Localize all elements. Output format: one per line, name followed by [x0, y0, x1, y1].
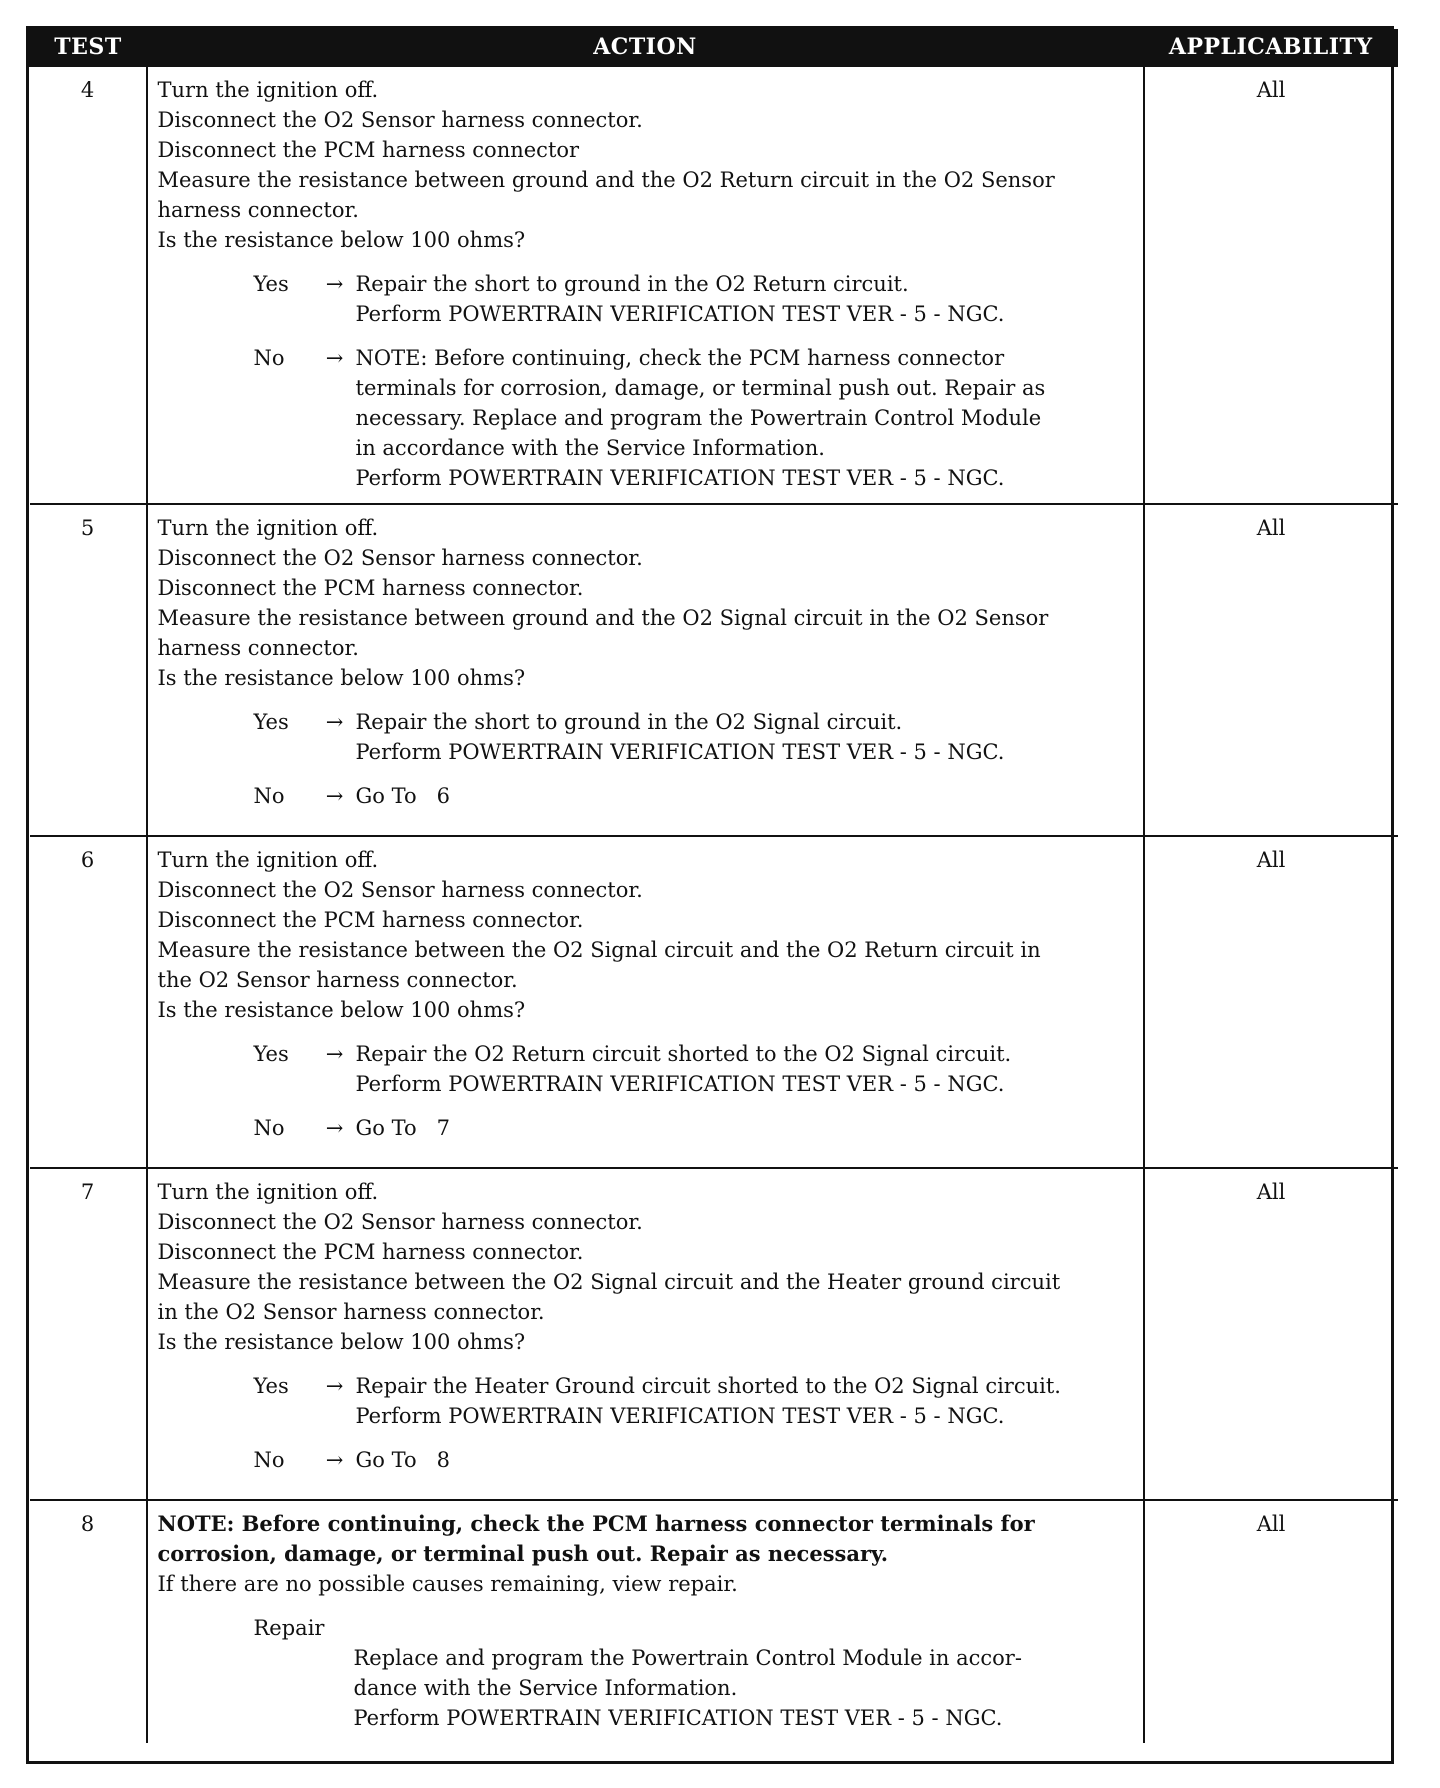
yes-result: Repair the short to ground in the O2 Return circuit.	[355, 272, 909, 296]
applicability-cell: All	[1144, 836, 1398, 1168]
action-cell	[147, 1500, 1144, 1743]
table-row	[30, 836, 1398, 1168]
step: Is the resistance below 100 ohms?	[157, 998, 526, 1022]
yes-label: Yes	[253, 1042, 289, 1066]
test-number: 8	[30, 1500, 147, 1743]
yes-branch	[254, 707, 1133, 767]
arrow-icon: →	[325, 346, 344, 370]
step: Turn the ignition off.	[157, 78, 379, 102]
applicability-cell: All	[1144, 1168, 1398, 1500]
no-branch	[254, 1445, 1133, 1475]
repair-line: Replace and program the Powertrain Control Module in accor-	[353, 1646, 1022, 1670]
step: Disconnect the PCM harness connector.	[157, 908, 584, 932]
no-result: necessary. Replace and program the Powertrain Control Module	[355, 406, 1042, 430]
test-number: 4	[30, 66, 147, 504]
note: corrosion, damage, or terminal push out. Repair as necessary.	[157, 1541, 889, 1566]
no-label: No	[253, 1116, 285, 1140]
yes-result: Perform POWERTRAIN VERIFICATION TEST VER - 5 - NGC.	[355, 740, 1005, 764]
repair-line: dance with the Service Information.	[353, 1676, 738, 1700]
repair-label[interactable]: Repair	[253, 1616, 325, 1640]
header-test: TEST	[30, 29, 147, 66]
step: Measure the resistance between ground and the O2 Signal circuit in the O2 Sensor	[157, 606, 1049, 630]
step: Turn the ignition off.	[157, 848, 379, 872]
yes-result: Perform POWERTRAIN VERIFICATION TEST VER - 5 - NGC.	[355, 1404, 1005, 1428]
step: Disconnect the PCM harness connector.	[157, 576, 584, 600]
repair-line: Perform POWERTRAIN VERIFICATION TEST VER - 5 - NGC.	[353, 1706, 1003, 1730]
no-result: terminals for corrosion, damage, or terminal push out. Repair as	[355, 376, 1046, 400]
step: Disconnect the PCM harness connector.	[157, 1240, 584, 1264]
table-body	[30, 66, 1398, 1743]
arrow-icon: →	[325, 272, 344, 296]
yes-result: Perform POWERTRAIN VERIFICATION TEST VER - 5 - NGC.	[355, 1072, 1005, 1096]
no-label: No	[253, 1448, 285, 1472]
step: If there are no possible causes remaining, view repair.	[157, 1572, 738, 1596]
yes-result: Perform POWERTRAIN VERIFICATION TEST VER - 5 - NGC.	[355, 302, 1005, 326]
yes-branch	[254, 1039, 1133, 1099]
step: in the O2 Sensor harness connector.	[157, 1300, 545, 1324]
yes-result: Repair the O2 Return circuit shorted to the O2 Signal circuit.	[355, 1042, 1012, 1066]
no-label: No	[253, 346, 285, 370]
yes-result: Repair the Heater Ground circuit shorted to the O2 Signal circuit.	[355, 1374, 1061, 1398]
yes-result: Repair the short to ground in the O2 Signal circuit.	[355, 710, 903, 734]
no-result: in accordance with the Service Information.	[355, 436, 825, 460]
arrow-icon: →	[325, 1116, 344, 1140]
step: Disconnect the O2 Sensor harness connector.	[157, 878, 643, 902]
test-number: 5	[30, 504, 147, 836]
step: Measure the resistance between the O2 Signal circuit and the O2 Return circuit in	[157, 938, 1041, 962]
step: the O2 Sensor harness connector.	[157, 968, 518, 992]
action-cell	[147, 1168, 1144, 1500]
step: Is the resistance below 100 ohms?	[157, 228, 526, 252]
arrow-icon: →	[325, 784, 344, 808]
table-header-row	[30, 29, 1398, 66]
go-to-link[interactable]: Go To 6	[355, 784, 450, 808]
step: Measure the resistance between the O2 Signal circuit and the Heater ground circuit	[157, 1270, 1061, 1294]
step: Disconnect the PCM harness connector	[157, 138, 580, 162]
header-applicability: APPLICABILITY	[1144, 29, 1398, 66]
no-label: No	[253, 784, 285, 808]
test-number: 7	[30, 1168, 147, 1500]
action-cell	[147, 66, 1144, 504]
step: Disconnect the O2 Sensor harness connector.	[157, 108, 643, 132]
table-row	[30, 66, 1398, 504]
yes-label: Yes	[253, 710, 289, 734]
go-to-link[interactable]: Go To 8	[355, 1448, 450, 1472]
diagnostic-test-table	[29, 29, 1398, 1743]
step: Is the resistance below 100 ohms?	[157, 1330, 526, 1354]
arrow-icon: →	[325, 1042, 344, 1066]
go-to-link[interactable]: Go To 7	[355, 1116, 450, 1140]
step: Turn the ignition off.	[157, 516, 379, 540]
yes-branch	[254, 269, 1133, 329]
action-cell	[147, 836, 1144, 1168]
applicability-cell: All	[1144, 66, 1398, 504]
no-result: NOTE: Before continuing, check the PCM harness connector	[355, 346, 1005, 370]
yes-label: Yes	[253, 272, 289, 296]
table-row	[30, 1168, 1398, 1500]
step: Measure the resistance between ground and the O2 Return circuit in the O2 Sensor	[157, 168, 1055, 192]
applicability-cell: All	[1144, 1500, 1398, 1743]
applicability-cell: All	[1144, 504, 1398, 836]
test-number: 6	[30, 836, 147, 1168]
diagnostic-table-sheet	[26, 26, 1394, 1764]
step: Disconnect the O2 Sensor harness connector.	[157, 546, 643, 570]
arrow-icon: →	[325, 1374, 344, 1398]
header-action: ACTION	[147, 29, 1144, 66]
step: harness connector.	[157, 636, 359, 660]
repair-instructions	[354, 1643, 1133, 1733]
no-branch	[254, 1113, 1133, 1143]
note: NOTE: Before continuing, check the PCM harness connector terminals for	[157, 1511, 1035, 1536]
table-row	[30, 1500, 1398, 1743]
step: Is the resistance below 100 ohms?	[157, 666, 526, 690]
arrow-icon: →	[325, 710, 344, 734]
table-row	[30, 504, 1398, 836]
no-result: Perform POWERTRAIN VERIFICATION TEST VER - 5 - NGC.	[355, 466, 1005, 490]
step: Disconnect the O2 Sensor harness connector.	[157, 1210, 643, 1234]
no-branch	[254, 781, 1133, 811]
no-branch	[254, 343, 1133, 493]
step: Turn the ignition off.	[157, 1180, 379, 1204]
yes-branch	[254, 1371, 1133, 1431]
action-cell	[147, 504, 1144, 836]
yes-label: Yes	[253, 1374, 289, 1398]
arrow-icon: →	[325, 1448, 344, 1472]
step: harness connector.	[157, 198, 359, 222]
